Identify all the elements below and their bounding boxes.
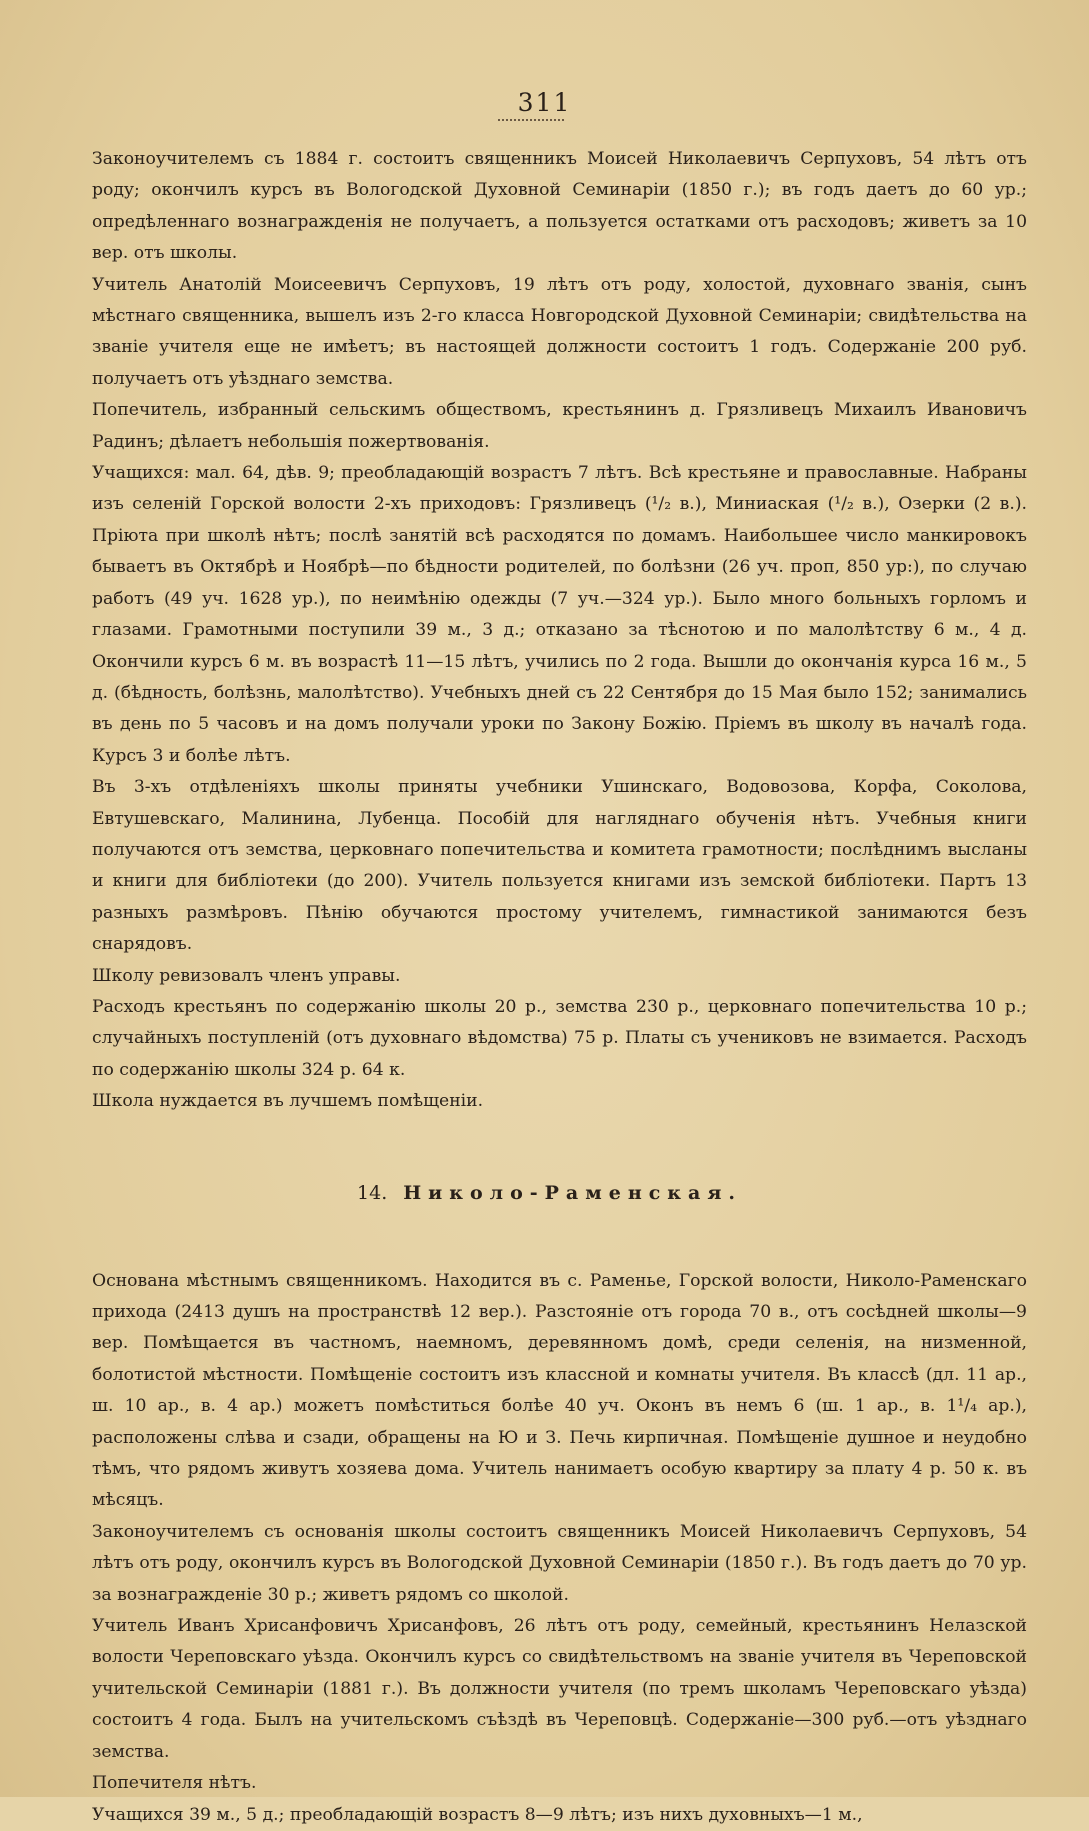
paragraph: Расходъ крестьянъ по содержанію школы 20 р., земства 230 р., церковнаго попечительства 10 р.; случайныхъ поступленій (отъ духовнаго вѣдомства) 75 р. Платы съ учениковъ не взимается. Расходъ по содержанію школы 324 р. 64 к. [92, 996, 1027, 1080]
page-number [92, 88, 1027, 124]
paragraph: Школа нуждается въ лучшемъ помѣщеніи. [92, 1091, 484, 1112]
paragraph: Школу ревизовалъ членъ управы. [92, 965, 401, 986]
page-number-ornament [498, 119, 564, 124]
page-number-text: 311 [517, 88, 572, 117]
paragraph: Основана мѣстнымъ священникомъ. Находится въ с. Раменье, Горской волости, Николо-Раменскаго прихода (2413 душъ на пространствѣ 12 вер.). Разстояніе отъ города 70 в., отъ сосѣдней школы—9 вер. Помѣщается въ частномъ, наемномъ, деревянномъ домѣ, среди селенія, на низменной, болотистой мѣстности. Помѣщеніе состоитъ изъ классной и комнаты учителя. Въ классѣ (дл. 11 ар., ш. 10 ар., в. 4 ар.) можетъ помѣститься болѣе 40 уч. Оконъ въ немъ 6 (ш. 1 ар., в. 1¹/₄ ар.), расположены слѣва и сзади, обращены на Ю и З. Печь кирпичная. Помѣщеніе душное и неудобно тѣмъ, что рядомъ живутъ хозяева дома. Учитель нанимаетъ особую квартиру за плату 4 р. 50 к. въ мѣсяцъ. [92, 1270, 1027, 1511]
paragraph: Въ 3-хъ отдѣленіяхъ школы приняты учебники Ушинскаго, Водовозова, Корфа, Соколова, Евтушевскаго, Малинина, Лубенца. Пособій для нагляднаго обученія нѣтъ. Учебныя книги получаются отъ земства, церковнаго попечительства и комитета грамотности; послѣднимъ высланы и книги для библіотеки (до 200). Учитель пользуется книгами изъ земской библіотеки. Партъ 13 разныхъ размѣровъ. Пѣнію обучаются простому учителемъ, гимнастикой занимаются безъ снарядовъ. [92, 777, 1027, 955]
section-body-a [92, 144, 1027, 1118]
paragraph: Учитель Анатолій Моисеевичъ Серпуховъ, 19 лѣтъ отъ роду, холостой, духовнаго званія, сынъ мѣстнаго священника, вышелъ изъ 2-го класса Новгородской Духовной Семинаріи; свидѣтельства на званіе учителя еще не имѣетъ; въ настоящей должности состоитъ 1 годъ. Содержаніе 200 руб. получаетъ отъ уѣзднаго земства. [92, 274, 1027, 389]
section-number: 14. [357, 1181, 388, 1204]
paragraph: Попечитель, избранный сельскимъ обществомъ, крестьянинъ д. Грязливецъ Михаилъ Ивановичъ Радинъ; дѣлаетъ небольшія пожертвованія. [92, 400, 1027, 452]
paragraph: Законоучителемъ съ основанія школы состоитъ священникъ Моисей Николаевичъ Серпуховъ, 54 лѣтъ отъ роду, окончилъ курсъ въ Вологодской Духовной Семинаріи (1850 г.). Въ годъ даетъ до 70 ур. за вознагражденіе 30 р.; живетъ рядомъ со школой. [92, 1521, 1027, 1605]
paragraph: Законоучителемъ съ 1884 г. состоитъ священникъ Моисей Николаевичъ Серпуховъ, 54 лѣтъ отъ роду; окончилъ курсъ въ Вологодской Духовной Семинаріи (1850 г.); въ годъ даетъ до 60 ур.; опредѣленнаго вознагражденія не получаетъ, а пользуется остатками отъ расходовъ; живетъ за 10 вер. отъ школы. [92, 149, 1027, 264]
paragraph: Учащихся 39 м., 5 д.; преобладающій возрастъ 8—9 лѣтъ; изъ нихъ духовныхъ—1 м., [92, 1804, 863, 1825]
paragraph: Попечителя нѣтъ. [92, 1773, 257, 1794]
paragraph: Учитель Иванъ Хрисанфовичъ Хрисанфовъ, 26 лѣтъ отъ роду, семейный, крестьянинъ Нелазской волости Череповскаго уѣзда. Окончилъ курсъ со свидѣтельствомъ на званіе учителя въ Череповской учительской Семинаріи (1881 г.). Въ должности учителя (по тремъ школамъ Череповскаго уѣзда) состоитъ 4 года. Былъ на учительскомъ съѣздѣ въ Череповцѣ. Содержаніе—300 руб.—отъ уѣзднаго земства. [92, 1616, 1027, 1762]
paragraph: Учащихся: мал. 64, дѣв. 9; преобладающій возрастъ 7 лѣтъ. Всѣ крестьяне и православные. Набраны изъ селеній Горской волости 2-хъ приходовъ: Грязливецъ (¹/₂ в.), Миниаская (¹/₂ в.), Озерки (2 в.). Пріюта при школѣ нѣтъ; послѣ занятій всѣ расходятся по домамъ. Наибольшее число манкировокъ бываетъ въ Октябрѣ и Ноябрѣ—по бѣдности родителей, по болѣзни (26 уч. проп, 850 ур:), по случаю работъ (49 уч. 1628 ур.), по неимѣнію одежды (7 уч.—324 ур.). Было много больныхъ горломъ и глазами. Грамотными поступили 39 м., 3 д.; отказано за тѣснотою и по малолѣтству 6 м., 4 д. Окончили курсъ 6 м. въ возрастѣ 11—15 лѣтъ, учились по 2 года. Вышли до окончанія курса 16 м., 5 д. (бѣдность, болѣзнь, малолѣтство). Учебныхъ дней съ 22 Сентября до 15 Мая было 152; занимались въ день по 5 часовъ и на домъ получали уроки по Закону Божію. Пріемъ въ школу въ началѣ года. Курсъ 3 и болѣе лѣтъ. [92, 463, 1027, 766]
section-body-b [92, 1266, 1027, 1831]
section-heading [92, 1182, 1027, 1204]
section-title: Николо-Раменская. [403, 1181, 742, 1204]
